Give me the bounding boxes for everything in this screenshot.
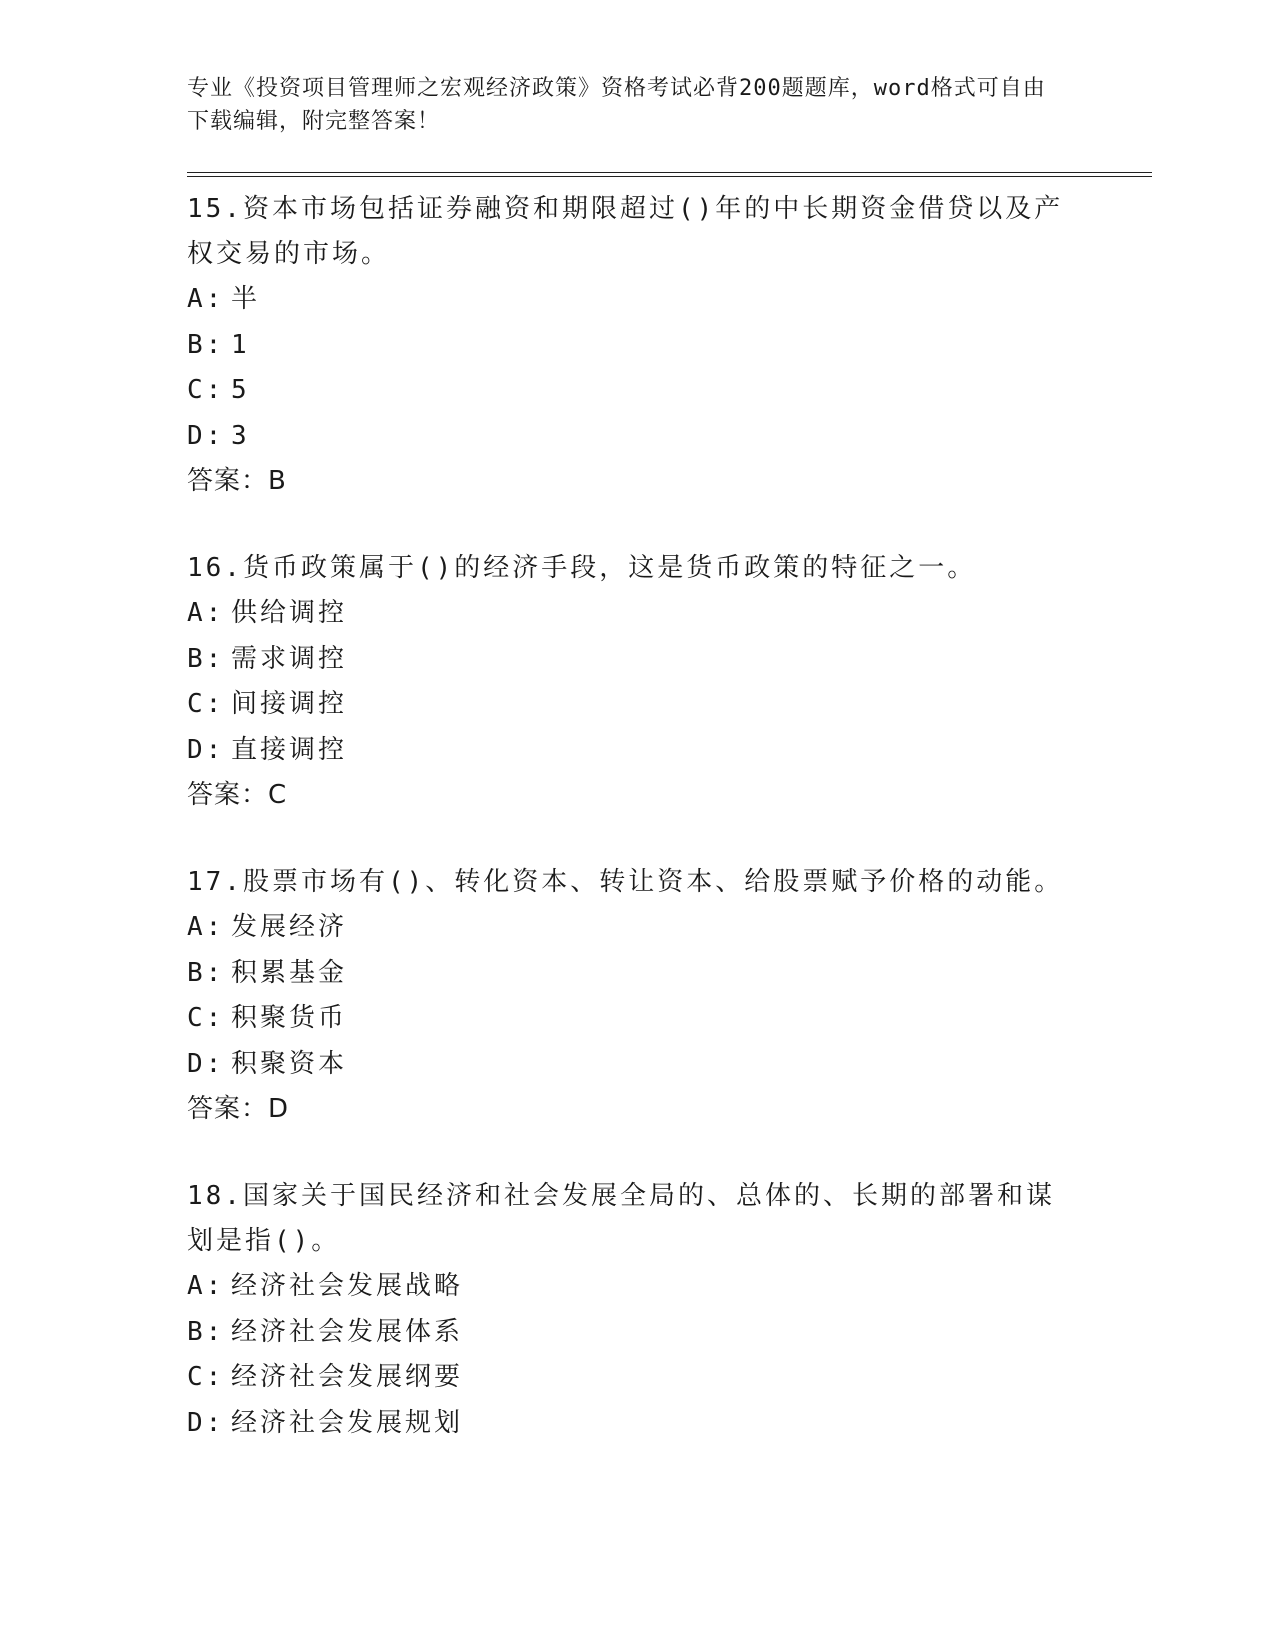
question-stem: 16.货币政策属于()的经济手段，这是货币政策的特征之一。 <box>187 553 977 583</box>
option-text: 直接调控 <box>231 734 348 765</box>
option-b <box>187 637 1147 683</box>
option-d <box>187 1401 1147 1447</box>
option-letter: A: <box>187 598 225 628</box>
document-header: 专业《投资项目管理师之宏观经济政策》资格考试必背200题题库，word格式可自由下载编辑，附完整答案！ <box>187 76 1046 134</box>
option-d <box>187 414 1147 460</box>
option-a <box>187 905 1147 951</box>
option-a <box>187 277 1147 323</box>
option-text: 积累基金 <box>231 957 348 988</box>
option-a <box>187 591 1147 637</box>
option-text: 5 <box>231 375 250 405</box>
question-17 <box>187 860 1147 1132</box>
answer-line: 答案：C <box>187 780 288 810</box>
option-letter: B: <box>187 643 225 674</box>
option-letter: C: <box>187 1362 225 1392</box>
option-letter: B: <box>187 329 225 360</box>
option-letter: D: <box>187 420 225 451</box>
option-a <box>187 1264 1147 1310</box>
document-page <box>187 72 1147 1446</box>
option-letter: D: <box>187 734 225 765</box>
option-letter: B: <box>187 957 225 988</box>
option-letter: C: <box>187 689 225 719</box>
option-text: 积聚资本 <box>231 1048 348 1079</box>
question-16 <box>187 546 1147 818</box>
header-divider-bottom <box>187 176 1152 177</box>
option-b <box>187 323 1147 369</box>
option-letter: A: <box>187 1271 225 1301</box>
question-15 <box>187 187 1147 504</box>
option-b <box>187 951 1147 997</box>
option-letter: A: <box>187 912 225 942</box>
question-stem: 15.资本市场包括证券融资和期限超过()年的中长期资金借贷以及产权交易的市场。 <box>187 194 1064 269</box>
option-letter: D: <box>187 1407 225 1438</box>
option-d <box>187 728 1147 774</box>
option-text: 积聚货币 <box>231 1003 348 1033</box>
option-text: 3 <box>231 420 250 451</box>
question-stem: 18.国家关于国民经济和社会发展全局的、总体的、长期的部署和谋划是指()。 <box>187 1181 1055 1256</box>
option-text: 经济社会发展规划 <box>231 1407 464 1438</box>
option-text: 1 <box>231 329 250 360</box>
option-text: 需求调控 <box>231 643 348 674</box>
option-text: 间接调控 <box>231 689 348 719</box>
option-text: 发展经济 <box>231 912 348 942</box>
option-letter: C: <box>187 375 225 405</box>
header-divider-top <box>187 172 1152 173</box>
option-d <box>187 1042 1147 1088</box>
option-c <box>187 1355 1147 1401</box>
option-text: 经济社会发展纲要 <box>231 1362 464 1392</box>
option-b <box>187 1310 1147 1356</box>
option-text: 经济社会发展战略 <box>231 1271 464 1301</box>
option-letter: D: <box>187 1048 225 1079</box>
answer-line: 答案：B <box>187 466 287 496</box>
option-letter: C: <box>187 1003 225 1033</box>
option-letter: A: <box>187 284 225 314</box>
option-text: 经济社会发展体系 <box>231 1316 464 1347</box>
option-letter: B: <box>187 1316 225 1347</box>
option-text: 半 <box>231 284 261 314</box>
option-c <box>187 682 1147 728</box>
option-c <box>187 368 1147 414</box>
answer-line: 答案：D <box>187 1094 290 1124</box>
question-stem: 17.股票市场有()、转化资本、转让资本、给股票赋予价格的动能。 <box>187 867 1064 897</box>
option-text: 供给调控 <box>231 598 348 628</box>
question-18 <box>187 1174 1147 1446</box>
option-c <box>187 996 1147 1042</box>
